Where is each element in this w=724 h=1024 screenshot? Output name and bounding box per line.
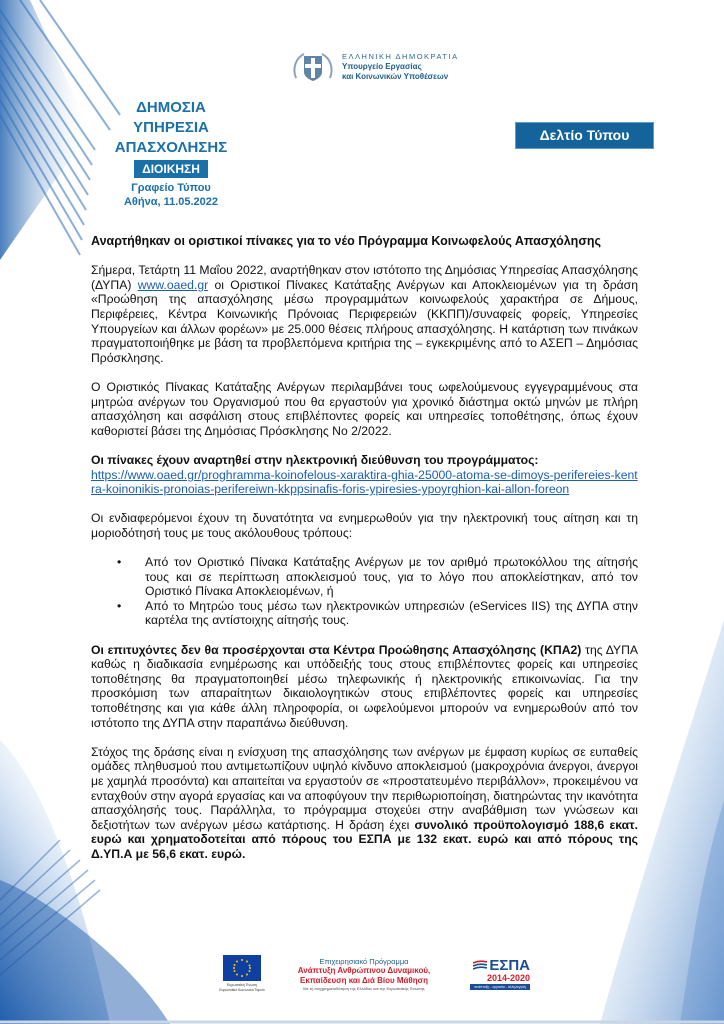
org-name-line2: ΥΠΗΡΕΣΙΑ <box>133 119 209 136</box>
org-name-line1: ΔΗΜΟΣΙΑ <box>136 99 206 116</box>
op-line3: Εκπαίδευση και Διά Βίου Μάθηση <box>299 975 429 985</box>
espa-logo <box>466 958 530 990</box>
organization-header <box>82 98 260 209</box>
list-item-text: Από το Μητρώο τους μέσω των ηλεκτρονικών υπηρεσιών (eServices IIS) της ΔΥΠΑ στην καρτέλα της αντίστοιχης αίτησής τους. <box>145 598 638 628</box>
article-title: Αναρτήθηκαν οι οριστικοί πίνακες για το νέο Πρόγραμμα Κοινωφελούς Απασχόλησης <box>91 234 602 248</box>
list-item-text: Από τον Οριστικό Πίνακα Κατάταξης Ανέργων με τον αριθμό πρωτοκόλλου της αίτησής τους και σε περίπτωση αποκλεισμού τους, για το λόγο που αποκλείστηκαν, από τον Οριστικό Πίνακα Αποκλειομένων, ή <box>145 555 638 599</box>
place-date: Αθήνα, 11.05.2022 <box>123 196 219 208</box>
org-name-line3: ΑΠΑΣΧΟΛΗΣΗΣ <box>114 139 228 156</box>
eu-subcaption: Ευρωπαϊκό Κοινωνικό Ταμείο <box>219 988 265 992</box>
op-line2: Ανάπτυξη Ανθρώπινου Δυναμικού, <box>297 965 431 975</box>
espa-waves-icon <box>473 960 487 972</box>
ministry-header <box>292 50 459 84</box>
bullet-icon: • <box>117 555 122 570</box>
ministry-name-line2: και Κοινωνικών Υποθέσεων <box>342 72 449 81</box>
goal-text: Στόχος της δράσης είναι η ενίσχυση της απασχόλησης των ανέργων με έμφαση κυρίως σε ευπαθείς ομάδες πληθυσμού που αντιμετωπίζουν υψηλό κίνδυνο αποκλεισμού (μακροχρόνια άνεργοι, άνεργοι με χαμηλά προσόντα) και απαιτείται να εργαστούν σε «προστατευμένο περιβάλλον», προκειμένου να ενταχθούν στην αγορά εργασίας και να αποφύγουν την περιθωριοποίηση, διατηρώντας την ικανότητα απασχόλησής τους. Παράλληλα, το πρόγραμμα στοχεύει στην αναβάθμιση των γνώσεων και δεξιοτήτων των ανέργων μέσω κατάρτισης. Η δράση έχει <box>91 744 638 832</box>
press-release-badge: Δελτίο Τύπου <box>515 122 654 149</box>
greek-coat-of-arms-icon <box>292 50 334 84</box>
url-heading: Οι πίνακες έχουν αναρτηθεί στην ηλεκτρονική διεύθυνση του προγράμματος: <box>91 452 539 467</box>
list-item <box>117 598 638 628</box>
paragraph-goal <box>91 745 638 862</box>
intro-text-start: Σήμερα, Τετάρτη 11 Μαΐου 2022, αναρτήθηκαν στον ιστότοπο της Δημόσιας Υπηρεσίας Απασχόλησης (ΔΥΠΑ) <box>91 263 638 292</box>
bullet-icon: • <box>117 598 122 613</box>
list-item <box>117 555 638 599</box>
paragraph-kpa <box>91 643 638 731</box>
op-line1: Επιχειρησιακό Πρόγραμμα <box>319 956 409 966</box>
op-line4: Με τη συγχρηματοδότηση της Ελλάδας και της Ευρωπαϊκής Ένωσης <box>303 985 425 991</box>
paragraph-url <box>91 453 638 497</box>
paragraph-intro <box>91 263 638 365</box>
espa-word: ΕΣΠΑ <box>489 957 530 974</box>
info-ways-list <box>91 555 638 628</box>
article-body <box>91 234 638 876</box>
ministry-country: ΕΛΛΗΝΙΚΗ ΔΗΜΟΚΡΑΤΙΑ <box>342 52 459 61</box>
eu-logo <box>219 955 265 993</box>
budget-bold-text: συνολικό προϋπολογισμό 188,6 εκατ. ευρώ και χρηματοδοτείται από πόρους του ΕΣΠΑ με 132 εκατ. ευρώ και από πόρους της Δ.ΥΠ.Α με 56,6 εκατ. ευρώ. <box>91 817 638 861</box>
paragraph-info-ways: Οι ενδιαφερόμενοι έχουν τη δυνατότητα να ενημερωθούν για την ηλεκτρονική τους αίτηση και τη μοριοδότησή τους με τους ακόλουθους τρόπους: <box>91 511 638 540</box>
intro-text-end: οι Οριστικοί Πίνακες Κατάταξης Ανέργων και Αποκλειομένων για τη δράση «Προώθηση της απασχόλησης μέσω προγραμμάτων κοινωφελούς χαρακτήρα σε Δήμους, Περιφέρειες, Κέντρα Κοινωνικής Πρόνοιας Περιφερειών (ΚΚΠΠ)/συναφείς φορείς, Υπηρεσίες Υπουργείων και άλλων φορέων» με 25.000 θέσεις πλήρους απασχόλησης. Η κατάρτιση των πινάκων πραγματοποιήθηκε με βάση τα προβλεπόμενα κριτήρια της – εγκεκριμένης από το ΑΣΕΠ – Δημόσιας Πρόσκλησης. <box>91 277 638 365</box>
eu-flag-icon <box>223 955 261 981</box>
kpa-text: της ΔΥΠΑ καθώς η διαδικασία ενημέρωσης και υπόδειξής τους στους επιβλέποντες φορείς και υπηρεσίες τοποθέτησης θα πραγματοποιηθεί μέσω τηλεφωνικής ή ηλεκτρονικής επικοινωνίας. Για την προσκόμιση των απαραίτητων δικαιολογητικών στους επιβλέποντες φορείς και υπηρεσίες τοποθέτησης και για κάθε άλλη πληροφορία, οι ωφελούμενοι μπορούν να ενημερωθούν από τον ιστότοπο της ΔΥΠΑ στην παραπάνω διεύθυνση. <box>91 642 638 730</box>
paragraph-final-list: Ο Οριστικός Πίνακας Κατάταξης Ανέργων περιλαμβάνει τους ωφελούμενους εγγεγραμμένους στα μητρώα ανέργων του Οργανισμού που θα εργαστούν για χρονικό διάστημα οκτώ μηνών με πλήρη απασχόληση και ασφάλιση στους επιβλέποντες φορείς και υπηρεσίες τοποθέτησης, όπως έχουν καθοριστεί βάσει της Δημόσιας Πρόσκλησης Νο 2/2022. <box>91 379 638 438</box>
operational-programme <box>274 957 454 992</box>
oaed-link[interactable]: www.oaed.gr <box>137 277 209 292</box>
ministry-name-line1: Υπουργείο Εργασίας <box>342 62 422 71</box>
kpa-bold-text: Οι επιτυχόντες δεν θα προσέρχονται στα Κέντρα Προώθησης Απασχόλησης (ΚΠΑ2) <box>91 642 582 657</box>
press-office-label: Γραφείο Τύπου <box>131 182 211 194</box>
eu-caption: Ευρωπαϊκή Ένωση <box>226 983 258 987</box>
funding-logos <box>219 955 530 993</box>
program-url-link[interactable]: https://www.oaed.gr/proghramma-koinofelous-xaraktira-ghia-25000-atoma-se-dimoys-perifereies-kentra-koinonikis-pronoias-perifereiwn-kkppsinafis-foris-ypiresies-ypoyrghion-kai-allon-foreon <box>91 467 638 497</box>
department-label: ΔΙΟΙΚΗΣΗ <box>134 160 208 178</box>
espa-years: 2014-2020 <box>486 973 530 983</box>
espa-slogan: ανάπτυξη - εργασία - αλληλεγγύη <box>470 984 530 990</box>
